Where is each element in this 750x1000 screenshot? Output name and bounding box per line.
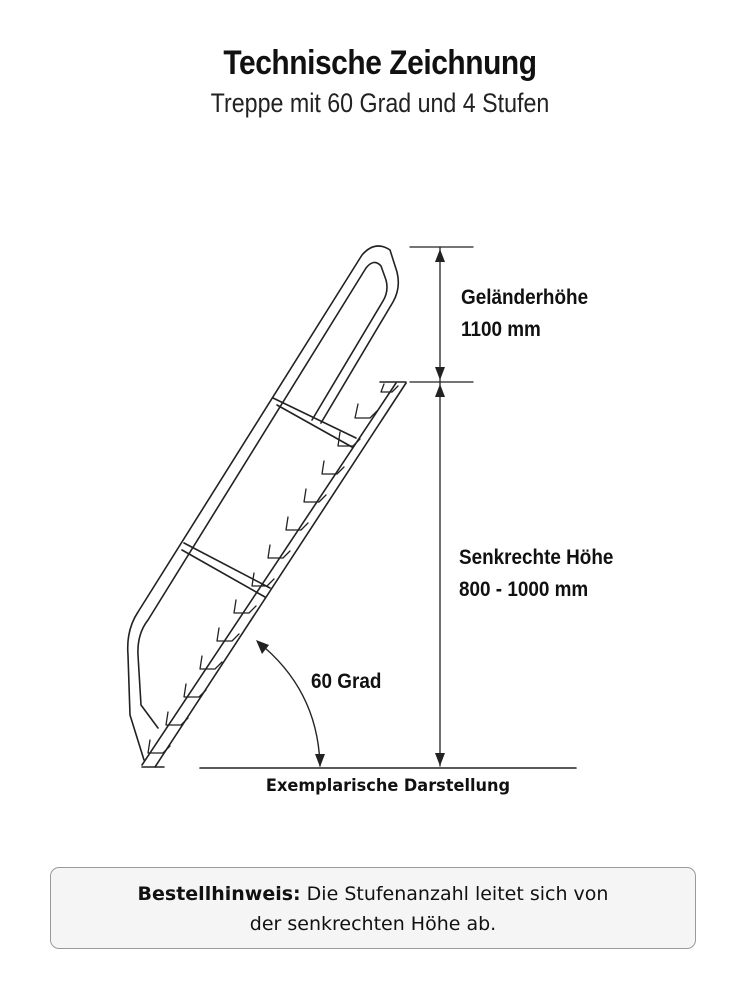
handrail-inner	[138, 262, 387, 728]
railing-height-label: Geländerhöhe 1100 mm	[461, 286, 589, 341]
order-notice	[50, 867, 696, 949]
step	[304, 489, 326, 502]
angle-label: 60 Grad	[311, 670, 382, 693]
page-subtitle: Treppe mit 60 Grad und 4 Stufen	[210, 88, 550, 118]
brace-lower-1	[184, 543, 270, 588]
angle-arc	[258, 642, 320, 766]
caption: Exemplarische Darstellung	[265, 776, 511, 796]
notice-bold: Bestellhinweis:	[137, 883, 301, 905]
vertical-height-label: Senkrechte Höhe 800 - 1000 mm	[459, 546, 614, 601]
page-title: Technische Zeichnung	[223, 44, 537, 82]
notice-line1: Die Stufenanzahl leitet sich von	[300, 883, 609, 905]
notice-line2: der senkrechten Höhe ab.	[249, 913, 497, 935]
brace-upper-1	[273, 398, 356, 438]
brace-upper-2	[277, 405, 352, 447]
stringer-back	[155, 383, 406, 767]
brace-lower-2	[182, 550, 265, 597]
